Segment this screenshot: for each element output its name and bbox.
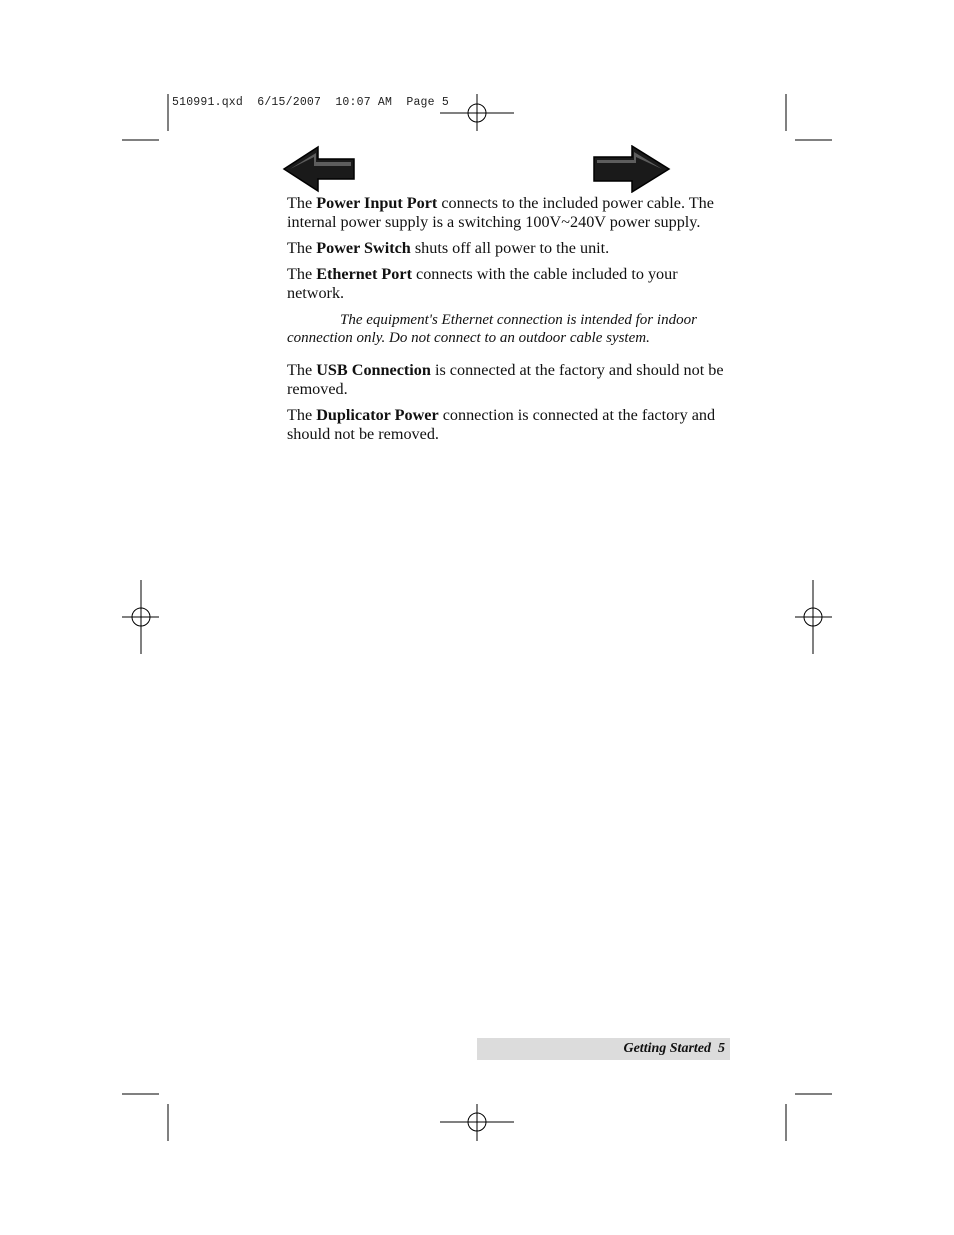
footer-label <box>623 1041 725 1057</box>
ethernet-warning-note: The equipment's Ethernet connection is intended for indoor connection only. Do not connect to an outdoor cable system. <box>287 312 697 346</box>
file-slug: 510991.qxd 6/15/2007 10:07 AM Page 5 <box>172 96 449 109</box>
footer-section-title: Getting Started <box>623 1041 711 1056</box>
paragraph-usb-connection: The USB Connection is connected at the factory and should not be removed. <box>287 361 724 398</box>
paragraph-power-switch: The Power Switch shuts off all power to the unit. <box>287 239 610 257</box>
term-duplicator-power: Duplicator Power <box>316 406 439 424</box>
paragraph-duplicator-power: The Duplicator Power connection is connected at the factory and should not be removed. <box>287 406 716 443</box>
page-footer <box>477 1038 730 1060</box>
arrow-left-icon[interactable] <box>282 145 356 193</box>
term-usb-connection: USB Connection <box>316 361 431 379</box>
term-power-input-port: Power Input Port <box>316 194 438 212</box>
term-ethernet-port: Ethernet Port <box>316 265 412 283</box>
term-power-switch: Power Switch <box>316 239 411 257</box>
page-number: 5 <box>718 1041 725 1056</box>
paragraph-ethernet-port: The Ethernet Port connects with the cable included to your network. <box>287 265 678 302</box>
page-body <box>287 194 727 451</box>
arrow-right-icon[interactable] <box>592 145 672 193</box>
paragraph-power-input: The Power Input Port connects to the included power cable. The internal power supply is a switching 100V~240V power supply. <box>287 194 714 231</box>
